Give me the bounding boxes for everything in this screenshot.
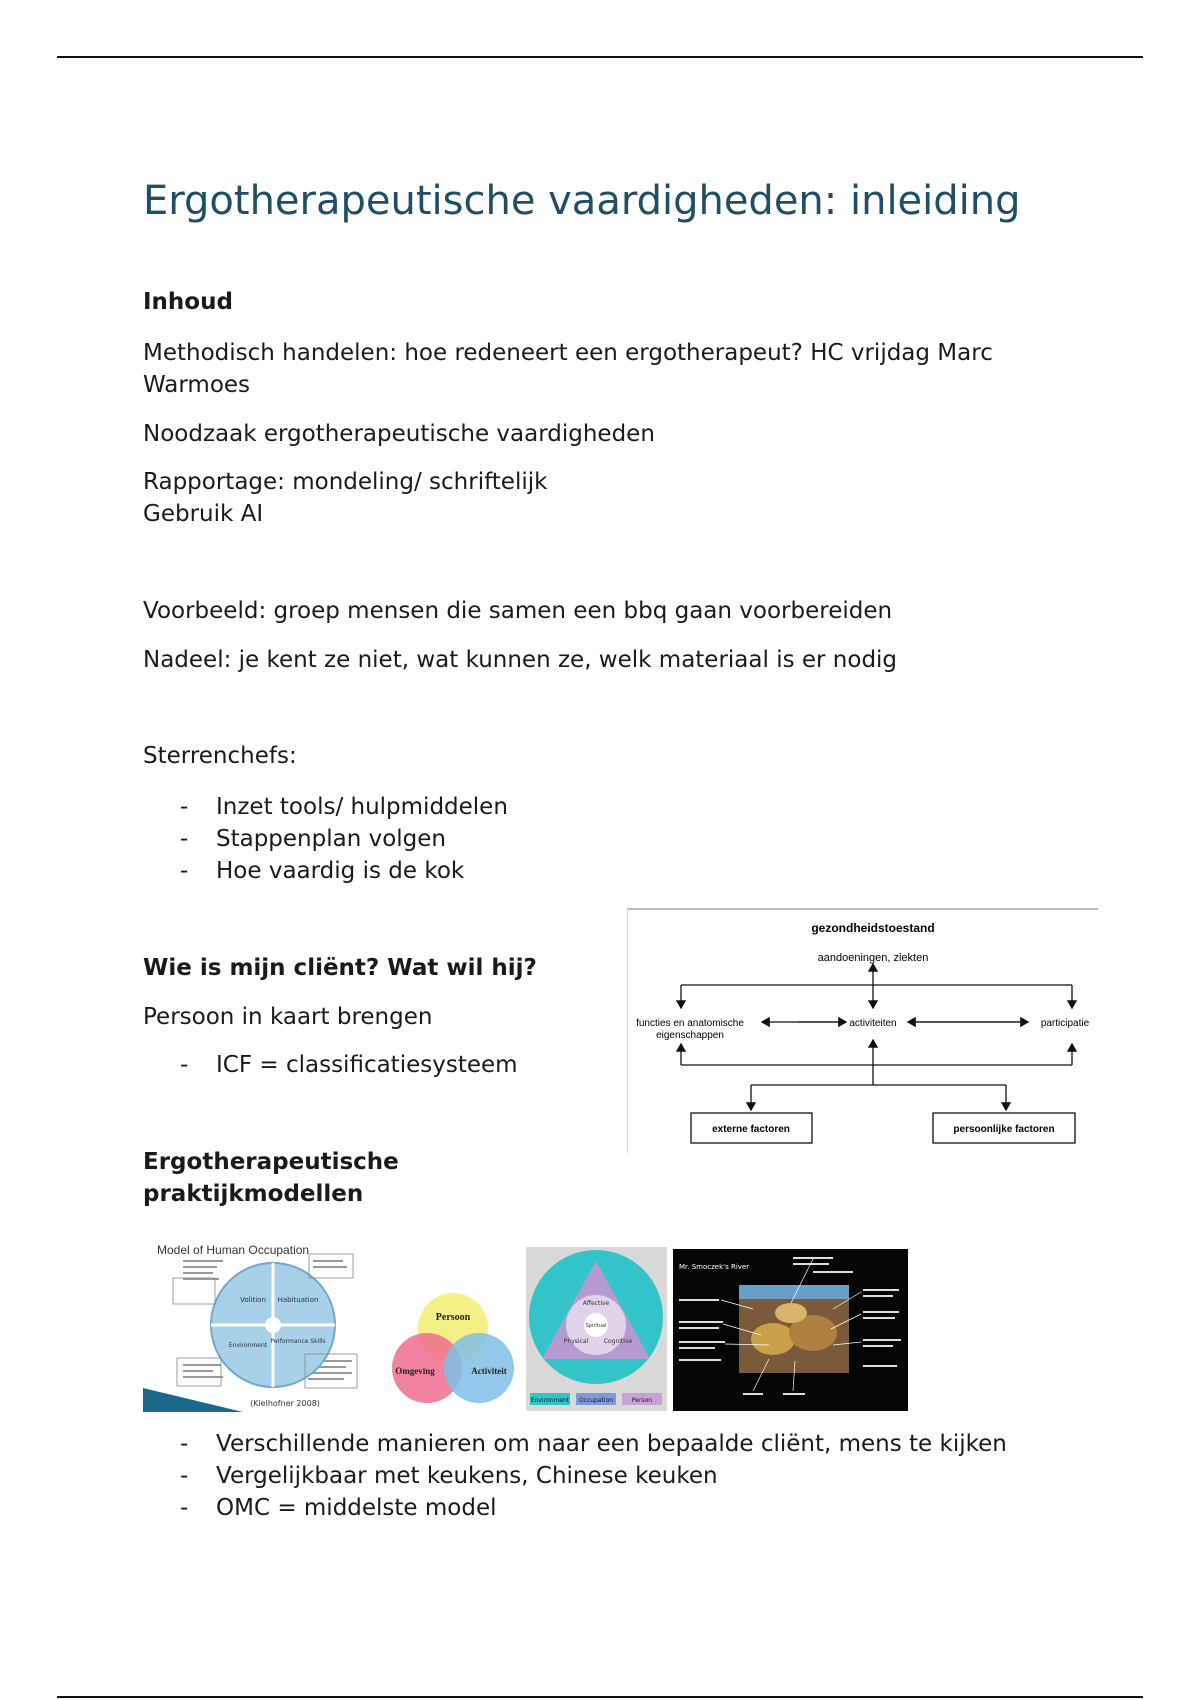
list-item: - Stappenplan volgen [180,826,447,852]
inhoud-line-1b: Warmoes [143,372,251,398]
client-heading: Wie is mijn cliënt? Wat wil hij? [143,955,537,981]
nadeel-text: Nadeel: je kent ze niet, wat kunnen ze, welk materiaal is er nodig [143,647,898,673]
venn-activiteit: Activiteit [471,1366,507,1376]
moho-model-image [143,1240,371,1412]
inhoud-line-3 [143,466,547,530]
icf-personal: persoonlijke factoren [953,1124,1055,1135]
cmop-spiritual: Spiritual [585,1323,607,1329]
voorbeeld-text: Voorbeeld: groep mensen die samen een bbq gaan voorbereiden [143,598,893,624]
list-item: - Verschillende manieren om naar een bepaalde cliënt, mens te kijken [180,1431,1007,1457]
peo-venn-image [389,1290,517,1406]
icf-title: gezondheidstoestand [811,921,935,935]
moho-graphic [143,1240,371,1412]
conclusions-list [143,1428,1143,1524]
kawa-graphic [673,1249,908,1411]
models-heading [143,1146,399,1210]
list-item: - Inzet tools/ hulpmiddelen [180,794,508,820]
peo-venn-graphic [389,1290,517,1406]
moho-environment: Environment [228,1342,268,1349]
cmop-affective: Affective [582,1300,610,1307]
inhoud-line-3a: Rapportage: mondeling/ schriftelijk [143,469,548,495]
kawa-title: Mr. Smoczek's River [679,1263,750,1271]
cmop-cognitive: Cognitive [603,1338,633,1345]
venn-omgeving: Omgeving [395,1366,435,1376]
moho-volition: Volition [240,1296,266,1304]
inhoud-heading: Inhoud [143,289,233,315]
list-item: - Vergelijkbaar met keukens, Chinese keuken [180,1463,718,1489]
icf-functions-2: eigenschappen [656,1030,724,1041]
icf-activities: activiteiten [849,1018,897,1029]
moho-habituation: Habituation [277,1296,319,1304]
inhoud-line-1a: Methodisch handelen: hoe redeneert een ergotherapeut? HC vrijdag Marc [143,340,993,366]
cmop-graphic [526,1247,667,1411]
icf-external: externe factoren [712,1124,790,1135]
list-item: - OMC = middelste model [180,1495,497,1521]
cmop-person: Person [631,1397,653,1404]
kawa-model-image [673,1249,908,1411]
icf-diagram [627,908,1098,1154]
moho-performance: Performance Skills [270,1338,326,1345]
moho-credit: (Kielhofner 2008) [250,1399,320,1408]
inhoud-line-2: Noodzaak ergotherapeutische vaardigheden [143,421,655,447]
moho-title: Model of Human Occupation [157,1243,310,1257]
list-item: - ICF = classificatiesysteem [180,1052,518,1078]
icf-functions-1: functies en anatomische [636,1018,744,1029]
client-text: Persoon in kaart brengen [143,1004,433,1030]
inhoud-line-3b: Gebruik AI [143,501,264,527]
icf-participation: participatie [1040,1018,1090,1029]
footer-rule [57,1696,1143,1698]
inhoud-line-1 [143,337,993,401]
cmop-model-image [526,1247,667,1411]
header-rule [57,56,1143,58]
sterrenchefs-list [143,791,843,887]
models-heading-line-2: praktijkmodellen [143,1181,364,1207]
venn-person: Persoon [435,1312,471,1323]
cmop-occupation: Occupation [578,1397,614,1404]
client-list [143,1049,613,1081]
cmop-physical: Physical [563,1338,589,1345]
cmop-environment: Environment [530,1397,570,1404]
icf-diagram-graphic [628,910,1098,1154]
icf-conditions: aandoeningen, ziekten [817,952,929,964]
models-heading-line-1: Ergotherapeutische [143,1149,399,1175]
page-title: Ergotherapeutische vaardigheden: inleiding [143,178,1021,224]
sterrenchefs-label: Sterrenchefs: [143,743,297,769]
list-item: - Hoe vaardig is de kok [180,858,465,884]
